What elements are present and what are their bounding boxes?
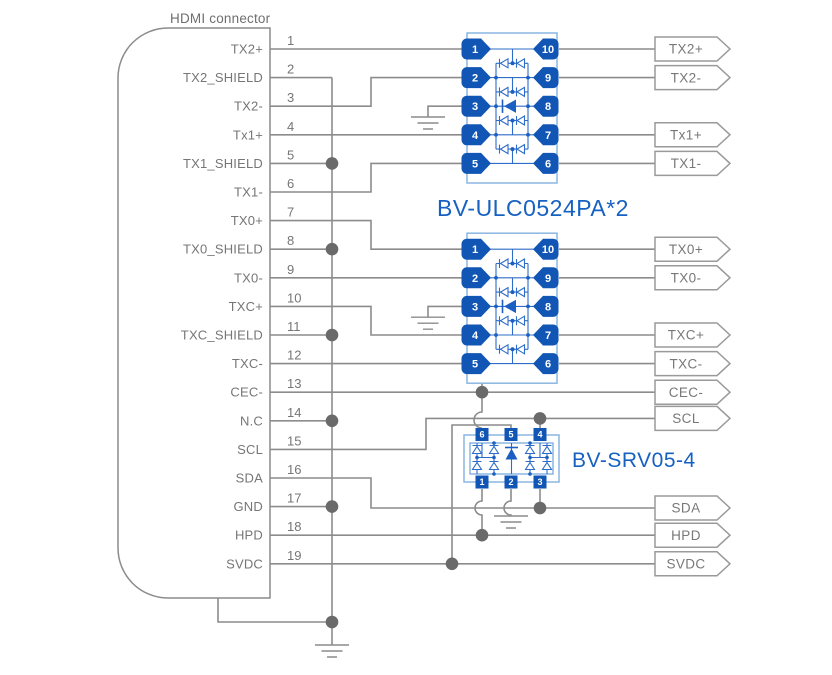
pin-number: 10 bbox=[287, 290, 302, 306]
junction bbox=[492, 472, 496, 476]
pin-number: 3 bbox=[287, 90, 295, 106]
pin-number: 13 bbox=[287, 376, 302, 392]
junction-dot bbox=[446, 558, 459, 571]
junction bbox=[492, 456, 496, 460]
ulc-ic-label: BV-ULC0524PA*2 bbox=[437, 195, 629, 221]
ground-symbol-ic2 bbox=[411, 317, 445, 329]
srv05-pin-number: 1 bbox=[479, 477, 485, 487]
output-tag-label: TXC+ bbox=[667, 327, 705, 343]
output-tag-label: TX1- bbox=[670, 156, 702, 172]
wire-tx2m bbox=[270, 78, 462, 107]
ic2-ground-stub bbox=[428, 306, 465, 317]
pin-label: SCL bbox=[237, 441, 263, 457]
srv05-pin2-ground-wire bbox=[504, 489, 511, 516]
ic-bv-ulc0524pa-2 bbox=[462, 233, 559, 383]
output-tags bbox=[655, 37, 730, 576]
junction bbox=[528, 441, 532, 445]
pin-number: 14 bbox=[287, 404, 302, 420]
ic1-ground-stub bbox=[428, 106, 465, 117]
pin-number: 8 bbox=[287, 233, 295, 249]
ic-bv-ulc0524pa-1 bbox=[462, 33, 559, 183]
output-tag-label: Tx1+ bbox=[670, 127, 702, 143]
ground-symbol-bus bbox=[315, 645, 349, 657]
junction bbox=[528, 472, 532, 476]
junction-dot bbox=[534, 502, 547, 515]
pin-label: TX0_SHIELD bbox=[182, 241, 263, 257]
pin-number: 4 bbox=[287, 118, 295, 134]
ground-symbol-ic1 bbox=[411, 117, 445, 129]
ic-bv-srv05-4 bbox=[464, 428, 559, 489]
pin-label: Tx1+ bbox=[232, 127, 263, 143]
pin-number: 12 bbox=[287, 347, 302, 363]
wire-tx1m bbox=[270, 163, 462, 192]
pin-label: TX2+ bbox=[230, 41, 263, 57]
output-tag-label: TX0- bbox=[670, 270, 702, 286]
pin-number: 6 bbox=[287, 176, 295, 191]
pin-label: TX2- bbox=[234, 98, 263, 114]
pin-label: SDA bbox=[235, 470, 263, 486]
pin-number: 5 bbox=[287, 147, 295, 163]
junction bbox=[475, 456, 479, 460]
pin-number: 2 bbox=[287, 61, 295, 77]
srv05-pin1-wire bbox=[475, 489, 482, 535]
pin-number: 17 bbox=[287, 490, 302, 506]
junction bbox=[528, 456, 532, 460]
pin-label: CEC- bbox=[230, 384, 263, 400]
pin-number: 1 bbox=[287, 33, 295, 48]
pin-label: TXC- bbox=[231, 356, 263, 372]
output-tag-label: TX2+ bbox=[668, 41, 704, 57]
pin-label: TX0+ bbox=[230, 213, 263, 229]
pin-number: 15 bbox=[287, 433, 302, 449]
output-tag-label: CEC- bbox=[668, 384, 704, 400]
pin-label: TXC+ bbox=[228, 298, 263, 314]
output-tag-label: SDA bbox=[671, 500, 701, 516]
pin-number: 9 bbox=[287, 261, 295, 277]
output-tag-label: TX0+ bbox=[668, 241, 704, 257]
junction-dot bbox=[326, 500, 339, 513]
pin-label: GND bbox=[233, 499, 263, 515]
junction-dot bbox=[326, 157, 339, 170]
pin-label: TX1_SHIELD bbox=[182, 155, 263, 171]
pin-number: 11 bbox=[287, 319, 301, 334]
junction-dot bbox=[326, 329, 339, 342]
junction-dot bbox=[534, 412, 547, 425]
pin-label: N.C bbox=[240, 413, 263, 429]
connector-pin-numbers bbox=[287, 33, 301, 563]
junction bbox=[492, 441, 496, 445]
junction-dot bbox=[326, 616, 339, 629]
junction-dot bbox=[326, 243, 339, 256]
pin-label: HPD bbox=[234, 527, 263, 543]
ground-symbol-srv05 bbox=[494, 516, 528, 528]
junction-dot bbox=[476, 386, 489, 399]
pin-label: TX0- bbox=[234, 270, 263, 286]
srv05-pin-number: 4 bbox=[537, 429, 543, 440]
pin-number: 7 bbox=[287, 204, 295, 220]
srv05-pin-number: 5 bbox=[508, 429, 514, 440]
connector-ground-stub bbox=[218, 598, 332, 622]
pin-label: SVDC bbox=[226, 556, 263, 572]
output-tag-label: TXC- bbox=[669, 356, 703, 372]
junction-dot bbox=[326, 415, 339, 428]
pin-number: 18 bbox=[287, 519, 302, 535]
pin-number: 16 bbox=[287, 462, 302, 477]
junction-dot bbox=[476, 529, 489, 542]
junction bbox=[545, 456, 549, 460]
srv05-ic-label: BV-SRV05-4 bbox=[572, 449, 696, 472]
srv05-pin-number: 6 bbox=[479, 429, 485, 440]
output-tag-label: TX2- bbox=[670, 70, 702, 86]
output-tag-label: HPD bbox=[671, 527, 701, 543]
pin-label: TXC_SHIELD bbox=[180, 327, 263, 343]
output-tag-label: SCL bbox=[672, 411, 700, 427]
srv05-pin-number: 2 bbox=[508, 477, 514, 487]
connector-title: HDMI connector bbox=[170, 11, 271, 26]
pin-label: TX2_SHIELD bbox=[182, 70, 263, 86]
output-tag-label: SVDC bbox=[666, 556, 706, 572]
srv05-pin-number: 3 bbox=[537, 477, 543, 487]
wire-tx0p bbox=[270, 221, 462, 250]
pin-number: 19 bbox=[287, 547, 302, 563]
pin-label: TX1- bbox=[234, 184, 263, 200]
